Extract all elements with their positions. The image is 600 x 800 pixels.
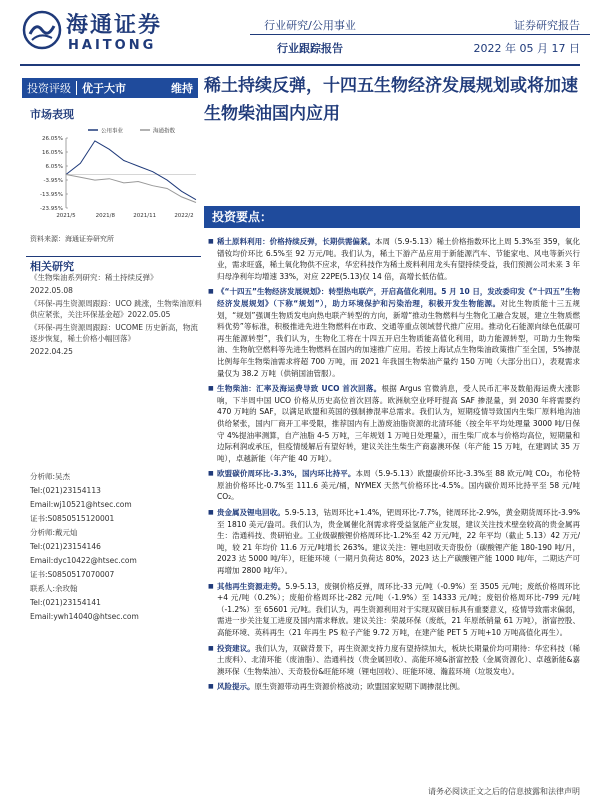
key-point-lead: 《“十四五”生物经济发展规划》：转型热电联产，开启高值化利用。5 月 10 日，发改委印发《“十四五”生物经济发展规划》（下称“规划”），助力环境保护和污染治理，积极开发生物能源。 [217, 287, 580, 308]
key-points-heading: 投资要点： [204, 206, 580, 228]
analyst-line: Tel:(021)23154146 [30, 542, 101, 551]
disclaimer-footer: 请务必阅读正文之后的信息披露和法律声明 [428, 787, 580, 796]
legend-label: 公用事业 [101, 128, 124, 135]
rating-label: 投资评级 [27, 82, 71, 95]
report-date: 2022 年 05 月 17 日 [473, 42, 580, 55]
series-line-2 [66, 175, 196, 203]
analyst-line: Tel:(021)23154141 [30, 598, 101, 607]
key-points-list [208, 236, 580, 697]
related-heading: 相关研究 [30, 260, 74, 273]
key-point-lead: 风险提示。 [217, 682, 255, 692]
market-heading: 市场表现 [30, 108, 74, 121]
series-line-1 [66, 141, 196, 200]
y-tick-label: -13.95% [40, 192, 63, 198]
haitong-logo [22, 8, 222, 56]
rating-status: 维持 [171, 82, 193, 95]
key-point-text: 对比生物质能十三五规划，“规划”强调生物质发电向热电联产转型的方向，新增“推动生物燃料与生物化工融合发展，建立生物质燃料优势”等标准，积极推进先进生物燃料在市政、交通等重点领域替代推广应用。推动化石能源向绿色低碳可再生能源转型”，我们认为，生物化工将在十四五开启生物质能高值化利用，助力能源转型，可助力生物柴油、生物航空燃料等先进生物燃料在国内的加速推广应用。若按上海试点生物柴油政策推广至全国，5%掺混比例每年生物柴油需求将超 700 万吨，而 2021 年我国生物柴油产量约 150 万吨（大部分出口），表观需求量仅为 38.2 万吨（供销国油管服）。 [217, 298, 581, 378]
analyst-line[interactable]: Email:wj10521@htsec.com [30, 500, 132, 509]
analyst-line: 分析师:戴元灿 [30, 528, 78, 537]
legend-label: 海通指数 [153, 128, 176, 135]
key-point [208, 581, 580, 639]
key-point-text: 我们认为，双碳背景下，再生资源支持力度有望持续加大，板块长期量价均可期待：华宏科技（稀土废料）、北清环能（废油脂）、浩通科技（贵金属回收）、高能环境&浙富控股（金属资源化）、卓越新能&嘉澳环保（生物柴油）、天奇股份&旺能环境（锂电回收）、旺能环境、瀚蓝环境（垃圾发电）。 [217, 643, 581, 676]
related-divider [26, 256, 201, 257]
analyst-line[interactable]: Email:dyc10422@htsec.com [30, 556, 137, 565]
key-point-lead: 其他再生资源走势。 [217, 581, 286, 591]
analyst-line: 证书:S0850515120001 [30, 514, 115, 523]
logo-text-cn: 海通证券 [66, 12, 163, 38]
analyst-line: 证书:S0850517070007 [30, 570, 115, 579]
key-point-text: 原生资源带动再生资源价格波动；欧盟国家短期下调掺混比例。 [254, 682, 465, 692]
haitong-logo-icon [22, 10, 62, 50]
related-item: 2022.04.25 [30, 347, 73, 356]
x-tick-label: 2022/2 [174, 213, 194, 219]
related-item[interactable]: 《环保-再生资源周跟踪：UCOME 历史新高，物流逐步恢复，稀土价格小幅回落》 [30, 323, 198, 343]
y-tick-label: 6.05% [45, 164, 63, 170]
key-point-lead: 贵金属及锂电回收。 [217, 508, 285, 518]
key-point [208, 236, 580, 282]
key-point [208, 468, 580, 503]
key-point-text: 本周（5.9-5.13）欧盟碳价环比-3.3%至 88 欧元/吨 CO₂，布伦特原油价格环比-0.7%至 111.6 美元/桶，NYMEX 天然气价格环比-4.5%。国内碳价周环比持平至 58 元/吨 CO₂。 [217, 469, 580, 502]
related-list [30, 272, 202, 359]
rating-value: 优于大市 [82, 82, 126, 95]
y-tick-label: -23.95% [40, 206, 63, 212]
key-point-text: 根据 Argus 官微消息，受人民币汇率及数船海运费大涨影响，下半周中国 UCO 价格从历史高位首次回落。欧洲航空业呼吁提高 SAF 掺混量，到 2030 年将需要约 470 万吨的 SAF，以满足欧盟和英国的强制掺混率总需求。我们认为，短期疫情导致国内生柴厂原料地沟油供给紧张，国内厂商开工率受限，推荐国内有上游废油脂资源的北清环能（按全年平均处理量 3000 吨/日保守 4%提油率测算，自产油脂 4-5 万吨，三年规划 1 万吨日处理量），而生柴厂成本与价格均高位，短期量和边际利润或承压，但疫情缓解后有望好转，建议关注生柴生产商嘉澳环保（年产能 15 万吨，在建调试 35 万吨），卓越新能（年产能 40 万吨）。 [217, 384, 580, 463]
key-point [208, 507, 580, 577]
x-tick-label: 2021/11 [133, 213, 157, 219]
y-tick-label: -3.95% [43, 178, 63, 184]
key-point-lead: 欧盟碳价周环比-3.3%，国内环比持平。 [217, 469, 356, 479]
key-point [208, 383, 580, 464]
key-point [208, 643, 580, 678]
key-point-text: 本周（5.9-5.13）稀土价格指数环比上周 5.3%至 359，氧化镨钕均价环比 6.5%至 92 万元/吨。我们认为，稀土下游产品应用于新能源汽车、节能家电、风电等新兴行业，需求旺盛，稀土氧化物供不应求，华宏科技作为稀土废料利用龙头有望持续受益，我们预测公司未来 3 年归母净利年均增速 33%，对应 22PE(5.13)仅 14 倍，高增长低估值。 [217, 237, 580, 281]
report-right-title: 证券研究报告 [514, 19, 580, 32]
analyst-line: 联系人:余玫翰 [30, 584, 78, 593]
logo-text-en: HAITONG [68, 38, 157, 53]
y-tick-label: 16.05% [42, 150, 63, 156]
market-chart [30, 124, 200, 224]
report-category: 行业研究/公用事业 [264, 19, 356, 32]
analyst-line: Tel:(021)23154113 [30, 486, 101, 495]
y-tick-label: 26.05% [42, 136, 63, 142]
analyst-line[interactable]: Email:ywh14040@htsec.com [30, 612, 139, 621]
header-divider [250, 34, 590, 35]
header-rule [20, 64, 580, 66]
related-item[interactable]: 《生物柴油系列研究：稀土持续反弹》 [30, 273, 158, 282]
analyst-line: 分析师:吴杰 [30, 472, 71, 481]
key-point [208, 286, 580, 379]
x-tick-label: 2021/5 [56, 213, 76, 219]
related-item[interactable]: 《环保-再生资源周跟踪：UCO 跳涨，生物柴油原料供应紧张，关注环保基金超》2022.05.05 [30, 299, 202, 319]
key-point [208, 681, 580, 693]
report-header [0, 0, 600, 68]
key-point-text: 5.9-5.13，废铜价格反弹，周环比-33 元/吨（-0.9%）至 3505 元/吨；废纸价格周环比+4 元/吨（0.2%）；废船价格周环比-282 元/吨（-1.9%）至 14333 元/吨；废铝价格周环比-799 元/吨（-1.2%）至 65601 元/吨。我们认为，再生资源利用对于实现双碳目标具有重要意义，疫情导致需求偏弱，需进一步关注复工进度及国内需求释放。建议关注：荣晟环保（废纸，21 年原纸销量 61 万吨），浙富控股、高能环境、英科再生（21 年再生 PS 粒子产能 9.72 万吨，在建产能 PET 5 万吨+10 万吨高值化再生）。 [217, 581, 581, 637]
key-point-lead: 生物柴油：汇率及海运费导致 UCO 首次回落。 [217, 384, 382, 394]
chart-source: 资料来源：海通证券研究所 [30, 235, 114, 243]
related-item: 2022.05.08 [30, 286, 73, 295]
key-point-lead: 稀土原料利用：价格持续反弹，长期供需偏紧。 [217, 237, 375, 246]
analyst-list [30, 470, 202, 624]
x-tick-label: 2021/8 [95, 213, 116, 219]
rating-bar [22, 78, 198, 98]
report-title: 稀土持续反弹，十四五生物经济发展规划或将加速生物柴油国内应用 [204, 76, 578, 124]
key-point-text: 5.9-5.13，钴周环比+1.4%，钯周环比-7.7%，铑周环比-2.9%，黄金期货周环比-3.9%至 1810 美元/盎司。我们认为，贵金属催化剂需求将受益氢能产业发展，建议关注技术壁垒较高的贵金属再生：浩通科技、贵研铂业。工业级碳酸锂价格周环比-1.2%至 42 万元/吨，22 年平均（截止 5.13）42 万元/吨，较 21 年均价 11.6 万元/吨增长 263%。建议关注：锂电回收天奇股份（碳酸锂产能 180-190 吨/月，2023 达 5000 吨/年），旺能环境（一期月负荷达 80%，2023 达上产碳酸锂产能 1000 吨/年，二期达产可再增加 2800 吨/年）。 [217, 508, 581, 576]
report-type: 行业跟踪报告 [277, 42, 343, 55]
key-point-lead: 投资建议。 [217, 643, 255, 653]
